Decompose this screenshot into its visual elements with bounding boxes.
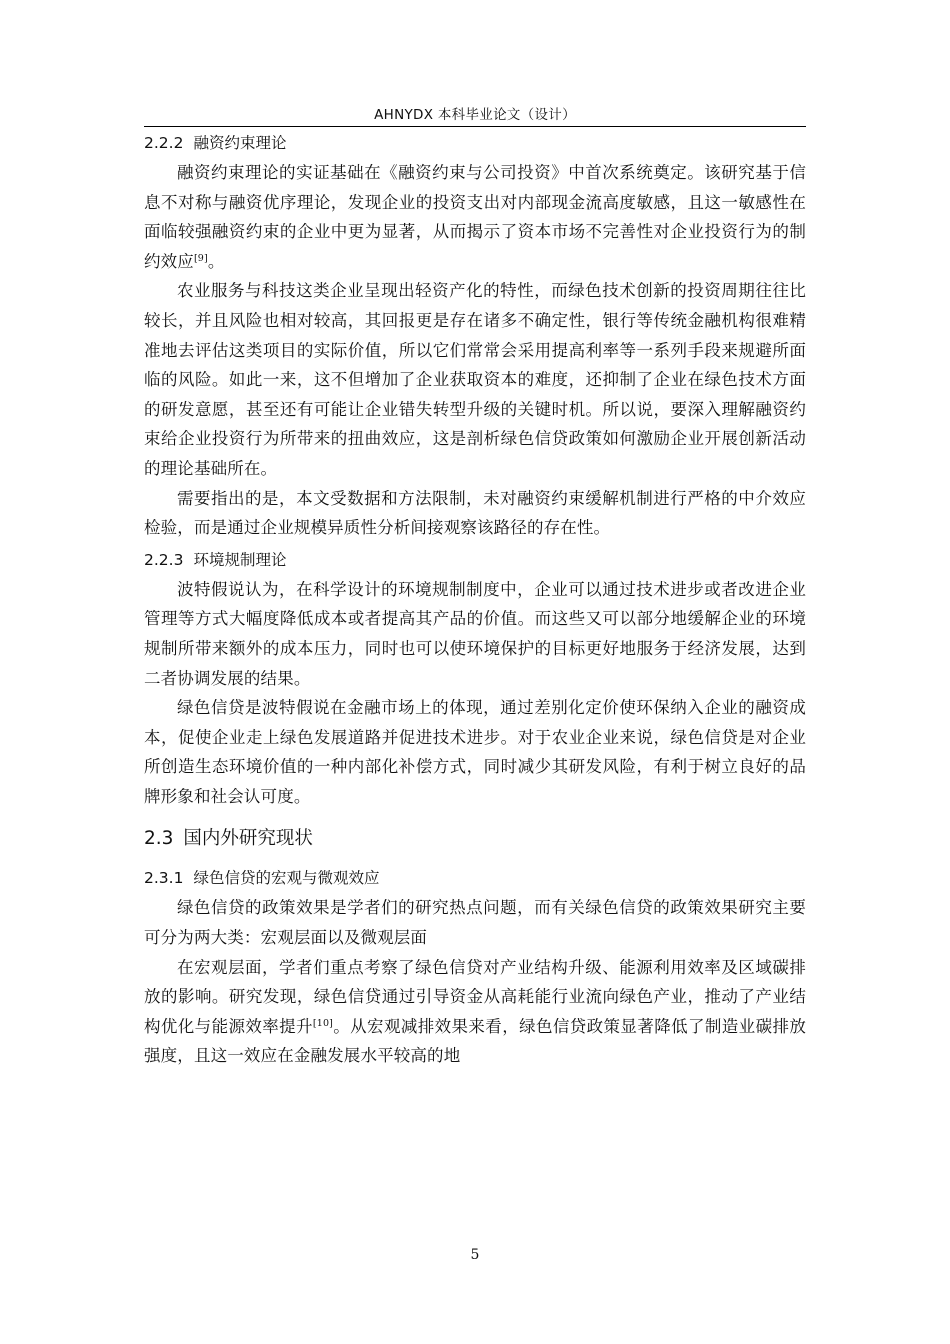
section-title: 环境规制理论 [193,550,287,569]
section-heading-2-3 [144,815,806,863]
section-title: 绿色信贷的宏观与微观效应 [193,869,380,888]
paragraph: 绿色信贷是波特假说在金融市场上的体现，通过差别化定价使环保纳入企业的融资成本，促使企业走上绿色发展道路并促进技术进步。对于农业企业来说，绿色信贷是对企业所创造生态环境价值的一种内部化补偿方式，同时减少其研发风险，有利于树立良好的品牌形象和社会认可度。 [144,698,806,806]
citation: [10] [312,1017,334,1029]
paragraph: 农业服务与科技这类企业呈现出轻资产化的特性，而绿色技术创新的投资周期往往比较长，并且风险也相对较高，其回报更是存在诸多不确定性，银行等传统金融机构很难精准地去评估这类项目的实际价值，所以它们常常会采用提高利率等一系列手段来规避所面临的风险。如此一来，这不但增加了企业获取资本的难度，还抑制了企业在绿色技术方面的研发意愿，甚至还有可能让企业错失转型升级的关键时机。所以说，要深入理解融资约束给企业投资行为所带来的扭曲效应，这是剖析绿色信贷政策如何激励企业开展创新活动的理论基础所在。 [144,281,806,478]
paragraph: 波特假说认为，在科学设计的环境规制制度中，企业可以通过技术进步或者改进企业管理等方式大幅度降低成本或者提高其产品的价值。而这些又可以部分地缓解企业的环境规制所带来额外的成本压力，同时也可以使环境保护的目标更好地服务于经济发展，达到二者协调发展的结果。 [144,579,806,688]
section-title: 国内外研究现状 [183,828,313,850]
section-number: 2.3 [144,828,174,850]
section-number: 2.2.3 [144,550,184,569]
citation: [9] [193,252,208,264]
paragraph: 绿色信贷的政策效果是学者们的研究热点问题，而有关绿色信贷的政策效果研究主要可分为两大类：宏观层面以及微观层面 [144,898,806,948]
section-heading-2-3-1 [144,863,806,893]
paragraph: 在宏观层面，学者们重点考察了绿色信贷对产业结构升级、能源利用效率及区域碳排放的影响。研究发现，绿色信贷通过引导资金从高耗能行业流向绿色产业，推动了产业结构优化与能源效率提升[10]。从宏观减排效果来看，绿色信贷政策显著降低了制造业碳排放强度，且这一效应在金融发展水平较高的地 [144,957,807,1066]
header-rule [144,126,806,127]
section-number: 2.2.2 [144,134,184,152]
section-title: 融资约束理论 [193,134,287,152]
paragraph: 需要指出的是，本文受数据和方法限制，未对融资约束缓解机制进行严格的中介效应检验，而是通过企业规模异质性分析间接观察该路径的存在性。 [144,488,806,538]
section-heading-2-2-3 [144,545,806,575]
page-body [144,128,806,1071]
section-heading-2-2-2 [144,128,806,158]
page-number: 5 [470,1247,480,1263]
section-number: 2.3.1 [144,869,184,888]
paragraph: 融资约束理论的实证基础在《融资约束与公司投资》中首次系统奠定。该研究基于信息不对称与融资优序理论，发现企业的投资支出对内部现金流高度敏感，且这一敏感性在面临较强融资约束的企业中更为显著，从而揭示了资本市场不完善性对企业投资行为的制约效应[9]。 [144,163,806,271]
page-header: AHNYDX 本科毕业论文（设计） [374,107,576,123]
